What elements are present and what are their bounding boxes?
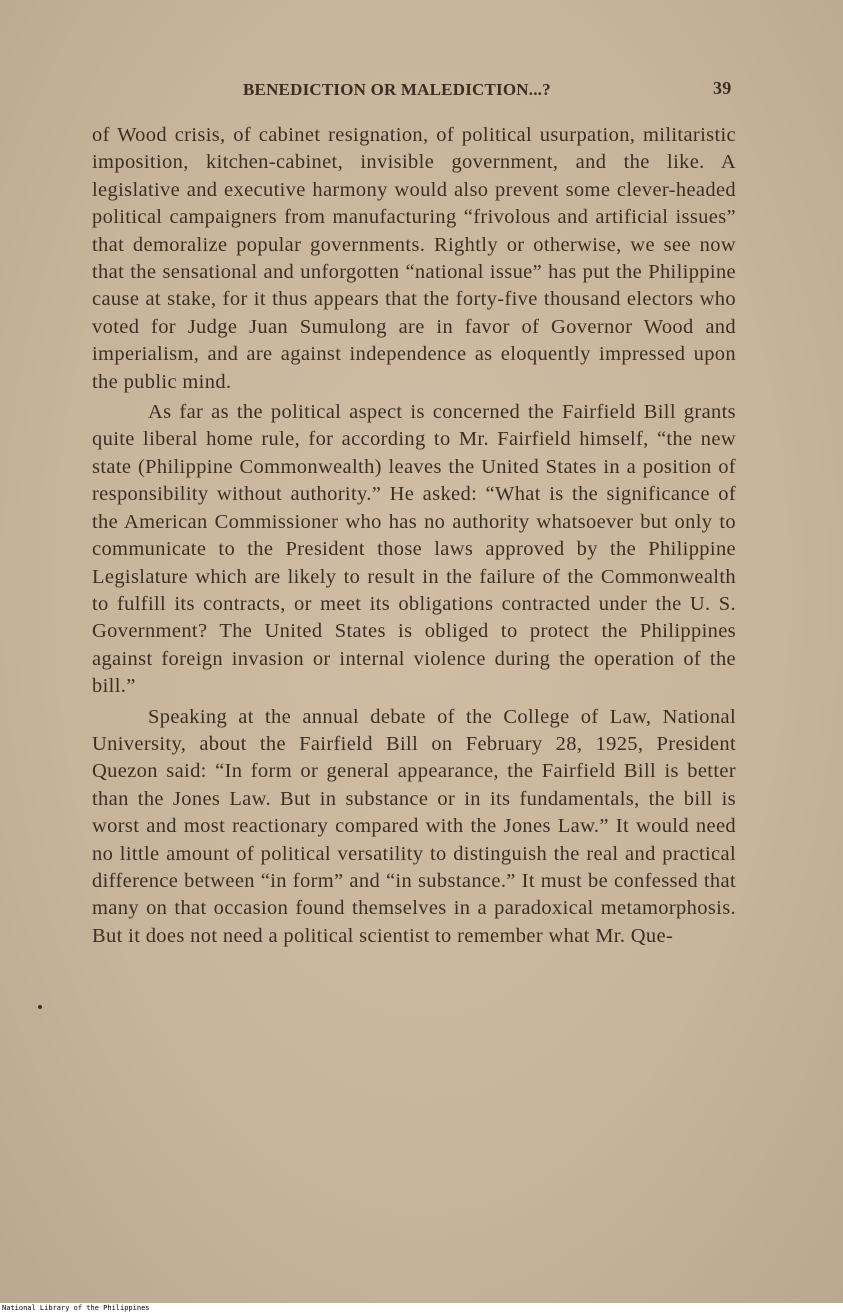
page-header: [0, 76, 843, 106]
body-text: [92, 122, 736, 950]
paragraph: of Wood crisis, of cabinet resignation, of political usurpation, militaristic imposition, kitchen-cabinet, invisible government, and the like. A legislative and executive harmony would also prevent some clever-headed political campaigners from manufacturing “frivolous and artificial issues” that demoralize popular governments. Rightly or otherwise, we see now that the sensational and unforgotten “national issue” has put the Philippine cause at stake, for it thus appears that the forty-five thousand electors who voted for Judge Juan Sumulong are in favor of Governor Wood and imperialism, and are against independence as eloquently impressed upon the public mind.: [92, 124, 736, 393]
page-number: 39: [713, 78, 732, 98]
ink-speck: [38, 1005, 42, 1009]
running-title: BENEDICTION OR MALEDICTION...?: [243, 80, 551, 99]
paragraph: Speaking at the annual debate of the College of Law, National University, about the Fairfield Bill on February 28, 1925, President Quezon said: “In form or general appearance, the Fairfield Bill is better than the Jones Law. But in substance or in its fundamentals, the bill is worst and most reactionary compared with the Jones Law.” It would need no little amount of political versatility to distinguish the real and practical difference between “in form” and “in substance.” It must be confessed that many on that occasion found themselves in a paradoxical metamorphosis. But it does not need a political scientist to remember what Mr. Que-: [92, 705, 736, 947]
library-credit: National Library of the Philippines: [0, 1303, 843, 1313]
paragraph: As far as the political aspect is concerned the Fairfield Bill grants quite liberal home rule, for according to Mr. Fairfield himself, “the new state (Philippine Commonwealth) leaves the United States in a position of responsibility without authority.” He asked: “What is the significance of the American Commissioner who has no authority whatsoever but only to communicate to the President those laws approved by the Philippine Legislature which are likely to result in the failure of the Commonwealth to fulfill its contracts, or meet its obligations contracted under the U. S. Government? The United States is obliged to protect the Philippines against foreign invasion or internal violence during the operation of the bill.”: [92, 401, 736, 698]
